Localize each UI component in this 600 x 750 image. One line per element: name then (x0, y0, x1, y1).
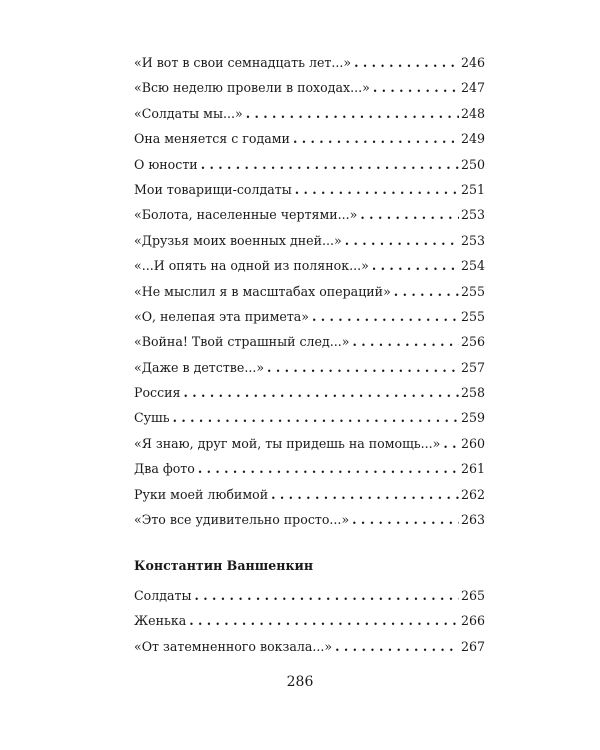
toc-entry-page: 254 (460, 258, 485, 274)
toc-entry-title: «Даже в детстве...» (134, 359, 265, 375)
toc-entry-page: 257 (460, 359, 485, 375)
toc-entry-title: Она меняется с годами (134, 131, 290, 147)
toc-leader-dots (173, 405, 459, 430)
toc-entry-title: Солдаты (134, 588, 192, 603)
toc-entry-title: «Я знаю, друг мой, ты придешь на помощь...» (134, 435, 441, 451)
toc-entry-title: «...И опять на одной из полянок...» (134, 258, 369, 274)
toc-entry (134, 152, 485, 177)
toc-entry (134, 279, 485, 304)
toc-entry-title: «Друзья моих военных дней...» (134, 232, 342, 248)
toc-entry (134, 126, 485, 151)
toc-entry-page: 256 (460, 334, 485, 350)
toc-leader-dots (194, 583, 458, 608)
toc-entry-page: 253 (460, 207, 485, 223)
toc-leader-dots (352, 507, 459, 532)
toc-entry-title: Россия (134, 385, 181, 401)
toc-entry (134, 304, 485, 329)
toc-entry (134, 405, 485, 430)
toc-leader-dots (184, 380, 459, 405)
toc-entry-page: 258 (460, 385, 485, 401)
toc-leader-dots (335, 634, 459, 659)
toc-entry-page: 250 (460, 156, 485, 172)
toc-entry (134, 75, 485, 100)
toc-entry-title: Сушь (134, 410, 170, 426)
toc-list-main (134, 50, 485, 532)
toc-entry-page: 248 (460, 105, 485, 121)
toc-entry (134, 482, 485, 507)
toc-entry (134, 380, 485, 405)
toc-entry (134, 456, 485, 481)
toc-entry-page: 267 (460, 638, 485, 654)
toc-entry (134, 608, 485, 633)
toc-entry (134, 355, 485, 380)
toc-entry (134, 202, 485, 227)
toc-entry-title: Женька (134, 613, 187, 629)
toc-entry-page: 253 (460, 232, 485, 248)
toc-entry (134, 253, 485, 278)
toc-leader-dots (189, 608, 459, 633)
toc-leader-dots (372, 253, 459, 278)
toc-leader-dots (295, 177, 459, 202)
toc-entry (134, 228, 485, 253)
toc-entry-title: «Всю неделю провели в походах...» (134, 80, 370, 96)
toc-list-second-author (134, 583, 485, 659)
toc-leader-dots (267, 355, 459, 380)
toc-entry-title: Два фото (134, 461, 195, 477)
author-heading: Константин Ваншенкин (134, 558, 314, 573)
toc-leader-dots (312, 304, 459, 329)
toc-leader-dots (352, 329, 458, 354)
toc-leader-dots (345, 228, 459, 253)
toc-entry (134, 507, 485, 532)
toc-entry-title: «Солдаты мы...» (134, 105, 243, 121)
toc-entry-page: 262 (460, 486, 485, 502)
toc-entry (134, 329, 485, 354)
toc-entry (134, 583, 485, 608)
toc-entry-page: 251 (460, 181, 485, 197)
toc-leader-dots (246, 101, 459, 126)
toc-leader-dots (360, 202, 459, 227)
toc-entry (134, 634, 485, 659)
toc-entry-page: 246 (460, 55, 485, 70)
toc-entry-page: 265 (460, 588, 485, 603)
toc-entry (134, 50, 485, 75)
toc-entry-title: О юности (134, 156, 198, 172)
toc-entry-title: «Болота, населенные чертями...» (134, 207, 358, 223)
toc-entry (134, 177, 485, 202)
page-number: 286 (286, 674, 314, 690)
toc-leader-dots (201, 152, 459, 177)
toc-entry-page: 247 (460, 80, 485, 96)
toc-entry-page: 261 (460, 461, 485, 477)
toc-entry-page: 260 (460, 435, 485, 451)
toc-entry-title: «Война! Твой страшный след...» (134, 334, 350, 350)
toc-entry-title: Мои товарищи-солдаты (134, 181, 292, 197)
toc-entry-title: «Это все удивительно просто...» (134, 512, 350, 528)
toc-leader-dots (198, 456, 459, 481)
toc-leader-dots (394, 279, 459, 304)
toc-leader-dots (354, 50, 459, 75)
toc-entry-title: Руки моей любимой (134, 486, 269, 502)
toc-entry-title: «И вот в свои семнадцать лет...» (134, 55, 352, 70)
toc-entry-page: 255 (460, 283, 485, 299)
toc-entry-page: 255 (460, 308, 485, 324)
toc-leader-dots (443, 431, 459, 456)
toc-leader-dots (271, 482, 459, 507)
toc-entry-title: «Не мыслил я в масштабах операций» (134, 283, 391, 299)
toc-entry-title: «От затемненного вокзала...» (134, 638, 333, 654)
toc-entry-page: 259 (460, 410, 485, 426)
toc-entry-page: 266 (460, 613, 485, 629)
toc-entry-page: 249 (460, 131, 485, 147)
toc-entry (134, 431, 485, 456)
toc-entry-page: 263 (460, 512, 485, 528)
toc-leader-dots (373, 75, 459, 100)
toc-leader-dots (293, 126, 459, 151)
toc-entry (134, 101, 485, 126)
toc-entry-title: «О, нелепая эта примета» (134, 308, 309, 324)
